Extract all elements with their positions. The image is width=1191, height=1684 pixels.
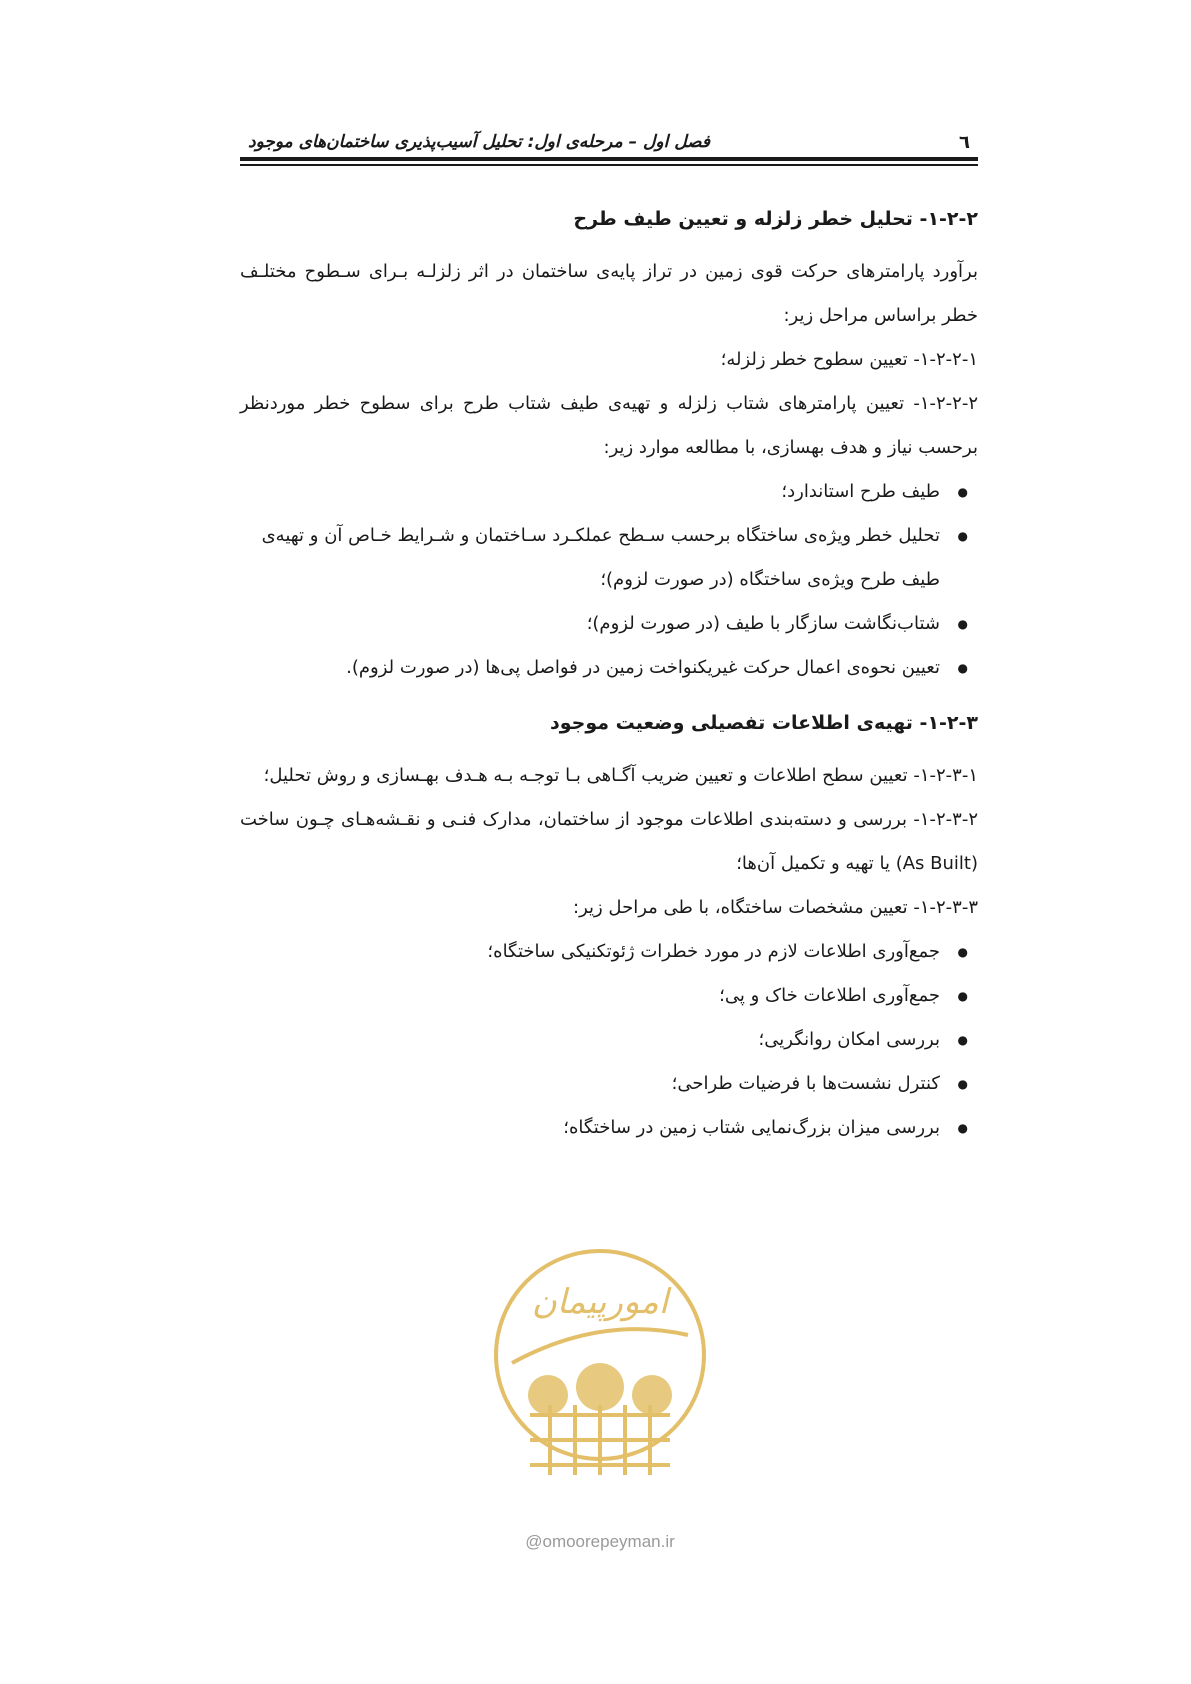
subsection-item: ۱-۲-۳-۲- بررسی و دسته‌بندی اطلاعات موجود از ساختمان، مدارک فنـی و نقـشه‌هـای چـون ساخت (As Built) یا تهیه و تکمیل آن‌ها؛: [240, 809, 978, 874]
bullet-list: [240, 930, 978, 1150]
watermark-logo-text: امورپیمان: [531, 1282, 669, 1322]
at-icon: @: [525, 1532, 543, 1551]
bullet-item: ● شتاب‌نگاشت سازگار با طیف (در صورت لزوم)؛: [240, 602, 978, 646]
subsection-item: ۱-۲-۲-۱- تعیین سطوح خطر زلزله؛: [720, 349, 978, 370]
section-heading: ۱-۲-۲- تحلیل خطر زلزله و تعیین طیف طرح: [573, 208, 978, 230]
subsection-item: ۱-۲-۳-۱- تعیین سطح اطلاعات و تعیین ضریب آگـاهی بـا توجـه بـه هـدف بهـسازی و روش تحلیل؛: [263, 765, 978, 786]
running-title: فصل اول – مرحله‌ی اول: تحلیل آسیب‌پذیری ساختمان‌های موجود: [248, 132, 710, 152]
header-rule-thin: [240, 164, 978, 166]
bullet-item: ● بررسی امکان روانگریی؛: [240, 1018, 978, 1062]
section-paragraph: برآورد پارامترهای حرکت قوی زمین در تراز پایه‌ی ساختمان در اثر زلزلـه بـرای سـطوح مختلـف خطر براساس مراحل زیر:: [240, 261, 978, 326]
bullet-list: [240, 470, 978, 690]
watermark-logo: [490, 1245, 710, 1505]
bullet-item: ● تحلیل خطر ویژه‌ی ساختگاه برحسب سـطح عملکـرد سـاختمان و شـرایط خـاص آن و تهیه‌ی طیف طرح ویژه‌ی ساختگاه (در صورت لزوم)؛: [240, 514, 978, 602]
subsection-item: ۱-۲-۲-۲- تعیین پارامترهای شتاب زلزله و تهیه‌ی طیف شتاب طرح برای سطوح خطر موردنظر برحسب نیاز و هدف بهسازی، با مطالعه موارد زیر:: [240, 393, 978, 458]
section-heading: ۱-۲-۳- تهیه‌ی اطلاعات تفصیلی وضعیت موجود: [550, 712, 978, 734]
watermark-site: @omoorepeyman.ir: [525, 1532, 675, 1551]
page-body: [240, 208, 978, 1150]
page-number: ٦: [959, 132, 970, 153]
bullet-item: ● بررسی میزان بزرگ‌نمایی شتاب زمین در ساختگاه؛: [240, 1106, 978, 1150]
bullet-item: ● جمع‌آوری اطلاعات لازم در مورد خطرات ژئوتکنیکی ساختگاه؛: [240, 930, 978, 974]
bullet-item: ● تعیین نحوه‌ی اعمال حرکت غیریکنواخت زمین در فواصل پی‌ها (در صورت لزوم).: [240, 646, 978, 690]
bullet-item: ● جمع‌آوری اطلاعات خاک و پی؛: [240, 974, 978, 1018]
subsection-item: ۱-۲-۳-۳- تعیین مشخصات ساختگاه، با طی مراحل زیر:: [573, 897, 978, 918]
bullet-item: ● طیف طرح استاندارد؛: [240, 470, 978, 514]
bullet-item: ● کنترل نشست‌ها با فرضیات طراحی؛: [240, 1062, 978, 1106]
page-header: [240, 124, 978, 158]
header-rule-thick: [240, 157, 978, 161]
